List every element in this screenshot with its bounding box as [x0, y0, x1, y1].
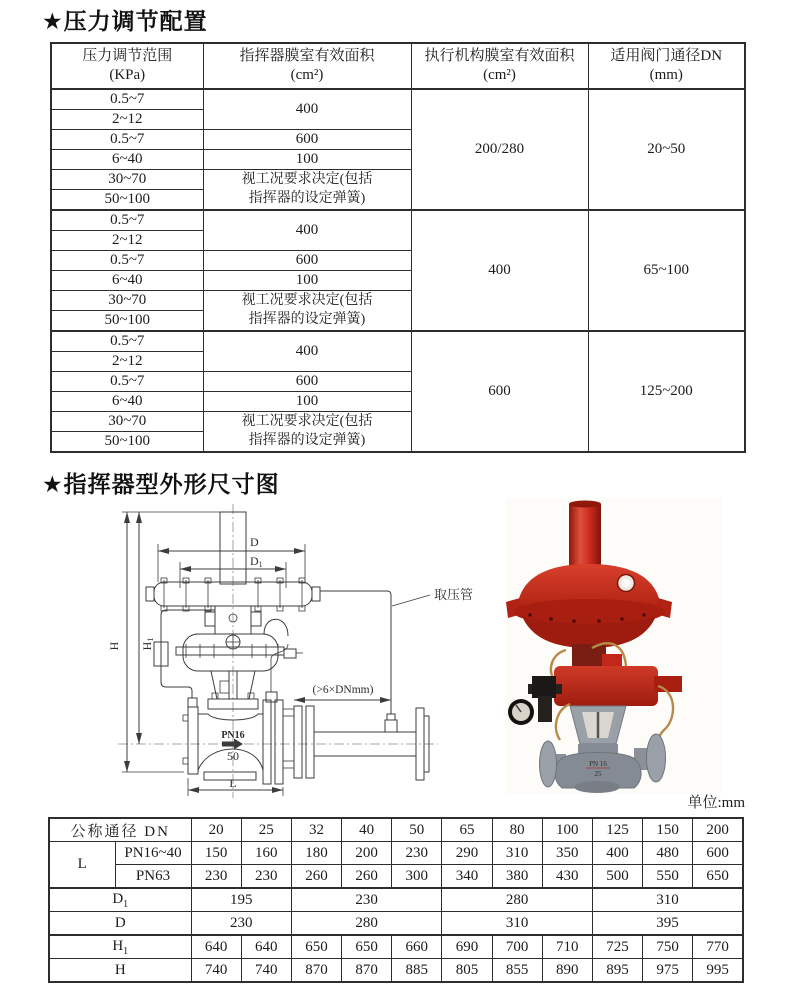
value-cell: 650	[342, 935, 392, 959]
photo-pressure-gauge	[508, 699, 534, 725]
dn-cell: 65~100	[588, 210, 745, 331]
value-cell: 995	[693, 959, 743, 983]
sensing-tube-left	[154, 610, 215, 707]
value-cell: 260	[342, 865, 392, 889]
pilot-area-cell: 400	[203, 210, 411, 251]
actuator-area-cell: 400	[411, 210, 588, 331]
value-cell: 340	[442, 865, 492, 889]
h-row	[49, 959, 743, 983]
pressure-config-table	[50, 42, 746, 453]
valve-body	[183, 700, 314, 784]
product-photo	[506, 498, 722, 794]
value-cell: 310	[492, 842, 542, 865]
value-cell: 230	[241, 865, 291, 889]
dn-cell: 40	[342, 818, 392, 842]
range-cell: 30~70	[51, 291, 203, 311]
dn-cell: 32	[291, 818, 341, 842]
tapping-pipe-label: 取压管	[434, 587, 474, 602]
photo-yoke	[570, 706, 626, 754]
pn-marking: PN16	[221, 730, 245, 741]
value-cell: 350	[542, 842, 592, 865]
value-cell: 480	[643, 842, 693, 865]
l-pn1640-row	[49, 842, 743, 865]
dn-cell: 20	[191, 818, 241, 842]
range-cell: 6~40	[51, 150, 203, 170]
range-cell: 0.5~7	[51, 251, 203, 271]
dimension-drawing	[98, 496, 498, 810]
dn-header-row	[49, 818, 743, 842]
l-pn63-row	[49, 865, 743, 889]
dn-cell: 200	[693, 818, 743, 842]
d1-label-cell: $D_1$	[49, 888, 191, 912]
table-row	[51, 89, 745, 110]
value-cell: 725	[592, 935, 642, 959]
range-cell: 0.5~7	[51, 89, 203, 110]
pilot-note-cell: 视工况要求决定(包括 指挥器的设定弹簧)	[203, 412, 411, 453]
dn-cell: 80	[492, 818, 542, 842]
range-cell: 6~40	[51, 271, 203, 291]
h1-row	[49, 935, 743, 959]
pilot-area-cell: 400	[203, 89, 411, 130]
header-pilot-area: 指挥器膜室有效面积 (cm²)	[203, 43, 411, 89]
value-cell: 230	[191, 865, 241, 889]
range-cell: 30~70	[51, 170, 203, 190]
value-cell: 550	[643, 865, 693, 889]
value-cell: 650	[693, 865, 743, 889]
value-cell: 870	[342, 959, 392, 983]
value-cell: 500	[592, 865, 642, 889]
actuator-area-cell: 200/280	[411, 89, 588, 210]
value-cell: 290	[442, 842, 492, 865]
value-cell: 230	[291, 888, 442, 912]
dim-label-h1: H1	[140, 637, 155, 651]
value-cell: 230	[392, 842, 442, 865]
value-cell: 160	[241, 842, 291, 865]
dim-label-d: D	[250, 535, 259, 549]
dim-label-l: L	[229, 776, 237, 790]
photo-size-marking: 25	[594, 770, 602, 778]
value-cell: 750	[643, 935, 693, 959]
distance-dimension	[294, 684, 391, 703]
d1-row	[49, 888, 743, 912]
value-cell: 885	[392, 959, 442, 983]
table-row	[51, 331, 745, 352]
h1-label-cell: $H_1$	[49, 935, 191, 959]
range-cell: 50~100	[51, 432, 203, 453]
value-cell: 740	[241, 959, 291, 983]
header-actuator-area: 执行机构膜室有效面积 (cm²)	[411, 43, 588, 89]
dim-label-d1: D1	[250, 554, 263, 569]
range-cell: 50~100	[51, 311, 203, 332]
d-row	[49, 912, 743, 936]
value-cell: 895	[592, 959, 642, 983]
dn-cell: 150	[643, 818, 693, 842]
pilot-area-cell: 100	[203, 271, 411, 291]
pn-label-cell: PN63	[115, 865, 191, 889]
value-cell: 870	[291, 959, 341, 983]
pressure-tapping-pipe	[320, 587, 473, 732]
dim-label-h: H	[107, 641, 121, 651]
value-cell: 805	[442, 959, 492, 983]
flow-marking	[221, 730, 244, 763]
dn-header-cell: 公称通径 DN	[49, 818, 191, 842]
pilot-note-cell: 视工况要求决定(包括 指挥器的设定弹簧)	[203, 170, 411, 211]
pn-label-cell: PN16~40	[115, 842, 191, 865]
h-label-cell: H	[49, 959, 191, 983]
photo-pn-marking: PN 16	[589, 760, 607, 768]
value-cell: 150	[191, 842, 241, 865]
value-cell: 180	[291, 842, 341, 865]
pilot-area-cell: 600	[203, 372, 411, 392]
range-cell: 0.5~7	[51, 130, 203, 150]
range-cell: 2~12	[51, 231, 203, 251]
value-cell: 400	[592, 842, 642, 865]
product-photo-illustration	[506, 498, 722, 794]
distance-note: (>6×DNmm)	[312, 684, 374, 696]
dn-cell: 25	[241, 818, 291, 842]
value-cell: 770	[693, 935, 743, 959]
dn-cell: 20~50	[588, 89, 745, 210]
value-cell: 430	[542, 865, 592, 889]
dn-cell: 50	[392, 818, 442, 842]
dimension-table-body	[49, 818, 743, 982]
value-cell: 310	[442, 912, 593, 936]
size-marking: 50	[227, 749, 239, 763]
range-cell: 0.5~7	[51, 210, 203, 231]
actuator-area-cell: 600	[411, 331, 588, 452]
value-cell: 690	[442, 935, 492, 959]
section-title-pressure-config: ★压力调节配置	[42, 8, 208, 34]
value-cell: 600	[693, 842, 743, 865]
dn-cell: 125	[592, 818, 642, 842]
value-cell: 855	[492, 959, 542, 983]
value-cell: 740	[191, 959, 241, 983]
value-cell: 660	[392, 935, 442, 959]
dimension-table	[48, 817, 744, 983]
pilot-diaphragm-housing	[176, 619, 303, 702]
range-cell: 30~70	[51, 412, 203, 432]
d-label-cell: D	[49, 912, 191, 936]
pilot-note-cell: 视工况要求决定(包括 指挥器的设定弹簧)	[203, 291, 411, 332]
section-title-dimension-drawing: ★指挥器型外形尺寸图	[42, 471, 280, 497]
unit-label: 单位:mm	[687, 795, 745, 811]
l-label-cell: L	[49, 842, 115, 889]
value-cell: 195	[191, 888, 291, 912]
range-cell: 6~40	[51, 392, 203, 412]
value-cell: 700	[492, 935, 542, 959]
dn-cell: 65	[442, 818, 492, 842]
value-cell: 890	[542, 959, 592, 983]
pilot-area-cell: 600	[203, 130, 411, 150]
value-cell: 310	[592, 888, 743, 912]
pilot-area-cell: 100	[203, 150, 411, 170]
range-cell: 2~12	[51, 110, 203, 130]
pressure-table-body	[51, 89, 745, 452]
header-valve-dn: 适用阀门通径DN (mm)	[588, 43, 745, 89]
dn-cell: 100	[542, 818, 592, 842]
value-cell: 640	[191, 935, 241, 959]
value-cell: 230	[191, 912, 291, 936]
range-cell: 0.5~7	[51, 372, 203, 392]
pilot-area-cell: 600	[203, 251, 411, 271]
value-cell: 395	[592, 912, 743, 936]
range-cell: 50~100	[51, 190, 203, 211]
pilot-area-cell: 100	[203, 392, 411, 412]
value-cell: 975	[643, 959, 693, 983]
length-dimension	[188, 776, 283, 796]
range-cell: 2~12	[51, 352, 203, 372]
value-cell: 640	[241, 935, 291, 959]
value-cell: 650	[291, 935, 341, 959]
pilot-area-cell: 400	[203, 331, 411, 372]
valve-outline-drawing	[98, 496, 498, 810]
value-cell: 300	[392, 865, 442, 889]
header-row	[51, 43, 745, 89]
value-cell: 710	[542, 935, 592, 959]
value-cell: 280	[442, 888, 593, 912]
range-cell: 0.5~7	[51, 331, 203, 352]
value-cell: 380	[492, 865, 542, 889]
header-pressure-range: 压力调节范围 (KPa)	[51, 43, 203, 89]
table-row	[51, 210, 745, 231]
value-cell: 200	[342, 842, 392, 865]
dn-cell: 125~200	[588, 331, 745, 452]
value-cell: 280	[291, 912, 442, 936]
value-cell: 260	[291, 865, 341, 889]
